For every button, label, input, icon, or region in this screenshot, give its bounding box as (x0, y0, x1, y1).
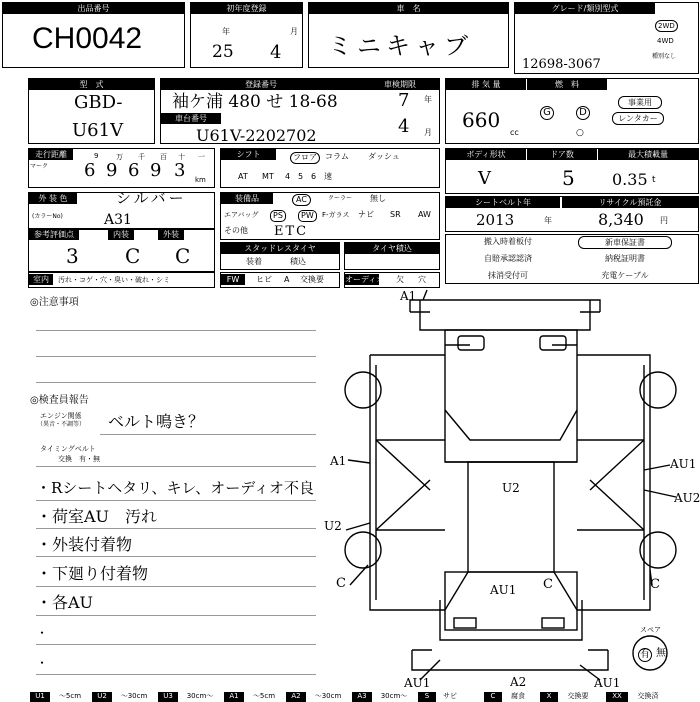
report-engine-note: ベルト鳴き？ (108, 412, 205, 431)
studless-mounted: 装着 (246, 257, 262, 266)
report-item: ・各AU (36, 593, 94, 612)
registration-number: 袖ケ浦 480 せ 18-68 (172, 92, 338, 112)
diagram-mark-floor-c: C (543, 577, 553, 592)
equip-fglass: F-ガラス (322, 211, 350, 219)
drive-2wd: 2WD (655, 20, 678, 32)
mileage-digit-5: 3 (174, 160, 186, 181)
diagram-mark-roof: U2 (502, 481, 520, 495)
shift-4: 4 (285, 172, 291, 181)
equip-none: 無し (370, 194, 386, 203)
displacement-unit: cc (510, 128, 519, 137)
overall-score: 3 (66, 244, 79, 268)
doors-label: ドア数 (527, 149, 597, 160)
usage-business: 事業用 (618, 96, 662, 109)
legend-value: ～5cm (252, 692, 276, 700)
first-reg-year: 25 (212, 42, 234, 62)
audio-missing: 欠 (396, 275, 404, 284)
chassis-number: U61V-2202702 (196, 126, 317, 145)
diagram-mark-left-lower: U2 (324, 519, 342, 533)
mileage-mark: マーク (30, 163, 49, 170)
model-line2: U61V (72, 120, 124, 141)
report-item: ・下廻り付着物 (36, 564, 149, 583)
doors-value: 5 (562, 166, 575, 190)
mileage-scale-4: 十 (178, 153, 185, 161)
lot-number-label: 出品番号 (3, 3, 184, 14)
fuel-label: 燃 料 (527, 79, 607, 90)
inspection-label: 車検期限 (361, 79, 439, 90)
mileage-scale-1: 万 (116, 153, 123, 161)
load-unit: t (652, 175, 656, 185)
mileage-scale-0: 9 (94, 152, 99, 160)
diagram-mark-bottom-left: AU1 (404, 676, 431, 690)
report-item: ・荷室AU 汚れ (36, 507, 158, 526)
fuel-g: G (540, 106, 554, 120)
shift-label: シフト (221, 149, 276, 160)
interior-score-label: 内装 (108, 229, 134, 240)
legend-key: X (540, 692, 558, 702)
diagram-mark-bottom-mid: A2 (510, 675, 527, 689)
exterior-score: C (175, 244, 191, 268)
legend-value: ～30cm (120, 692, 148, 700)
shift-speed: 速 (324, 172, 332, 181)
shift-at: AT (238, 172, 248, 181)
color-code: A31 (104, 212, 132, 228)
report-engine-sub: （異音・不調等） (37, 421, 86, 428)
recycle-unit: 円 (660, 216, 668, 225)
color-code-label: (カラーNo) (32, 213, 63, 220)
diagram-mark-top: A1 (400, 289, 417, 303)
legend-key: A2 (286, 692, 306, 702)
equip-other-label: その他 (224, 226, 248, 235)
body-type-label: ボディ形状 (446, 149, 526, 160)
load-value: 0.35 (612, 170, 648, 189)
equip-sr: SR (390, 210, 401, 219)
equipment-label: 装備品 (221, 193, 273, 204)
report-item: ・外装付着物 (36, 535, 133, 554)
fuel-d: D (576, 106, 590, 120)
fw-a: A (284, 275, 290, 284)
interior-score: C (125, 244, 141, 268)
shift-5: 5 (298, 172, 304, 181)
seatbelt-unit: 年 (544, 216, 552, 225)
audio-label: オーディオ (345, 275, 385, 284)
legend-key: A1 (224, 692, 244, 702)
inspection-month: 4 (398, 116, 410, 137)
diagram-mark-left-upper: A1 (330, 454, 347, 468)
fw-label: FW (221, 274, 245, 285)
first-registration-label: 初年度登録 (191, 3, 302, 14)
doc-plate: 搬入時着板付 (484, 237, 532, 246)
mileage-label: 走行距離 (29, 149, 73, 160)
legend-value: 交換要 (567, 692, 589, 700)
equip-aw: AW (418, 210, 431, 219)
drive-4wd: 4WD (657, 37, 674, 45)
spare-label: スペア (640, 626, 661, 634)
report-item: ・Rシートヘタリ、キレ、オーディオ不良 (36, 479, 314, 497)
audio-hole: 穴 (418, 275, 426, 284)
interior-options: 汚れ・コゲ・穴・臭い・破れ・シミ (58, 276, 170, 284)
diagram-mark-bottom-right: AU1 (594, 676, 621, 690)
grade-code: 12698-3067 (522, 57, 601, 72)
displacement-value: 660 (462, 108, 501, 132)
notes-title: ◎注意事項 (30, 297, 79, 308)
displacement-label: 排 気 量 (446, 79, 526, 90)
equip-other: ETC (274, 224, 309, 239)
body-type: V (478, 168, 491, 189)
color-value: シルバー (116, 189, 187, 207)
legend-value: サビ (443, 692, 457, 700)
report-bullet: ・ (36, 626, 49, 640)
doc-warranty: 新車保証書 (578, 236, 672, 249)
exterior-score-label: 外装 (158, 229, 184, 240)
equip-cooler: クーラー (328, 195, 353, 202)
legend-key: A3 (352, 692, 372, 702)
report-timing-label: タイミングベルト (40, 445, 96, 453)
doc-cancel: 抹消受付可 (488, 271, 528, 280)
studless-label: スタッドレスタイヤ (221, 243, 339, 254)
diagram-mark-left-corner: C (336, 576, 346, 591)
first-reg-year-unit: 年 (222, 27, 230, 36)
model-label: 型 式 (29, 79, 154, 90)
legend-key: S (418, 692, 436, 702)
model-line1: GBD- (74, 92, 123, 113)
shift-mt: MT (262, 172, 274, 181)
diagram-mark-right-upper: AU1 (670, 457, 697, 471)
legend-key: C (484, 692, 502, 702)
mileage-scale-5: 一 (198, 153, 205, 161)
inspection-year: 7 (398, 90, 410, 111)
chassis-label: 車台番号 (161, 113, 221, 124)
first-reg-month-unit: 月 (290, 27, 298, 36)
registration-label: 登録番号 (161, 79, 361, 90)
equip-ps: PS (270, 210, 286, 222)
legend-key: U2 (92, 692, 112, 702)
tire-label: タイヤ積込 (345, 243, 439, 254)
recycle-amount: 8,340 (598, 210, 644, 229)
mileage-digit-2: 9 (106, 160, 118, 181)
equip-navi: ナビ (358, 210, 374, 219)
mileage-digit-4: 9 (150, 160, 162, 181)
seatbelt-year: 2013 (476, 211, 515, 229)
report-title: ◎検査員報告 (30, 395, 89, 406)
mileage-digit-1: 6 (84, 160, 96, 181)
car-name-label: 車 名 (309, 3, 508, 14)
report-timing-options: 交換 有・無 (58, 455, 100, 463)
load-label: 最大積載量 (598, 149, 698, 160)
mileage-scale-2: 千 (138, 153, 145, 161)
mileage-scale-3: 百 (160, 153, 167, 161)
fw-replace: 交換要 (300, 275, 324, 284)
legend-key: U1 (30, 692, 50, 702)
equip-airbag: エアバッグ (224, 211, 259, 219)
shift-6: 6 (311, 172, 317, 181)
fw-crack: ヒビ (256, 275, 272, 284)
seatbelt-label: シートベルト年 (446, 197, 560, 208)
spare-no: 無 (656, 648, 666, 659)
first-reg-month: 4 (270, 42, 282, 63)
fuel-other: ○ (576, 128, 584, 138)
legend-value: ～30cm (314, 692, 342, 700)
studless-loaded: 積込 (290, 257, 306, 266)
doc-tax: 納税証明書 (605, 254, 645, 263)
legend-value: ～5cm (58, 692, 82, 700)
report-engine-label: エンジン関係 (40, 412, 82, 420)
grade-label: グレード/類別型式 (515, 3, 655, 14)
usage-rental: レンタカー (612, 112, 664, 125)
legend-value: 30cm～ (380, 692, 408, 700)
spare-yes: 有 (640, 649, 650, 660)
shift-column: コラム (325, 152, 349, 161)
diagram-mark-right-mid: AU2 (674, 491, 700, 505)
legend-key: U3 (158, 692, 178, 702)
equip-ac: AC (292, 194, 311, 206)
diagram-mark-right-corner: C (650, 577, 660, 592)
diagram-mark-floor: AU1 (490, 583, 517, 597)
lot-number: CH0042 (32, 22, 143, 55)
car-name: ミニキャブ (328, 32, 473, 60)
report-bullet: ・ (36, 656, 49, 670)
interior-label: 室内 (29, 274, 53, 285)
shift-dash: ダッシュ (368, 152, 400, 161)
inspection-month-unit: 月 (424, 128, 432, 137)
color-label: 外 装 色 (29, 193, 77, 204)
shift-floor: フロア (290, 152, 320, 164)
mileage-digit-3: 6 (128, 160, 140, 181)
legend-value: 交換済 (637, 692, 659, 700)
overall-score-label: 参考評価点 (29, 229, 79, 240)
drive-none: 種別なし (652, 53, 677, 60)
doc-insurance: 自賠承認認済 (484, 254, 532, 263)
legend-value: 腐食 (511, 692, 525, 700)
legend-key: XX (606, 692, 628, 702)
doc-charger: 充電ケーブル (601, 271, 649, 280)
mileage-unit: km (195, 176, 206, 184)
legend-value: 30cm～ (186, 692, 214, 700)
inspection-year-unit: 年 (424, 95, 432, 104)
recycle-label: リサイクル預託金 (562, 197, 698, 208)
equip-pw: PW (298, 210, 317, 222)
